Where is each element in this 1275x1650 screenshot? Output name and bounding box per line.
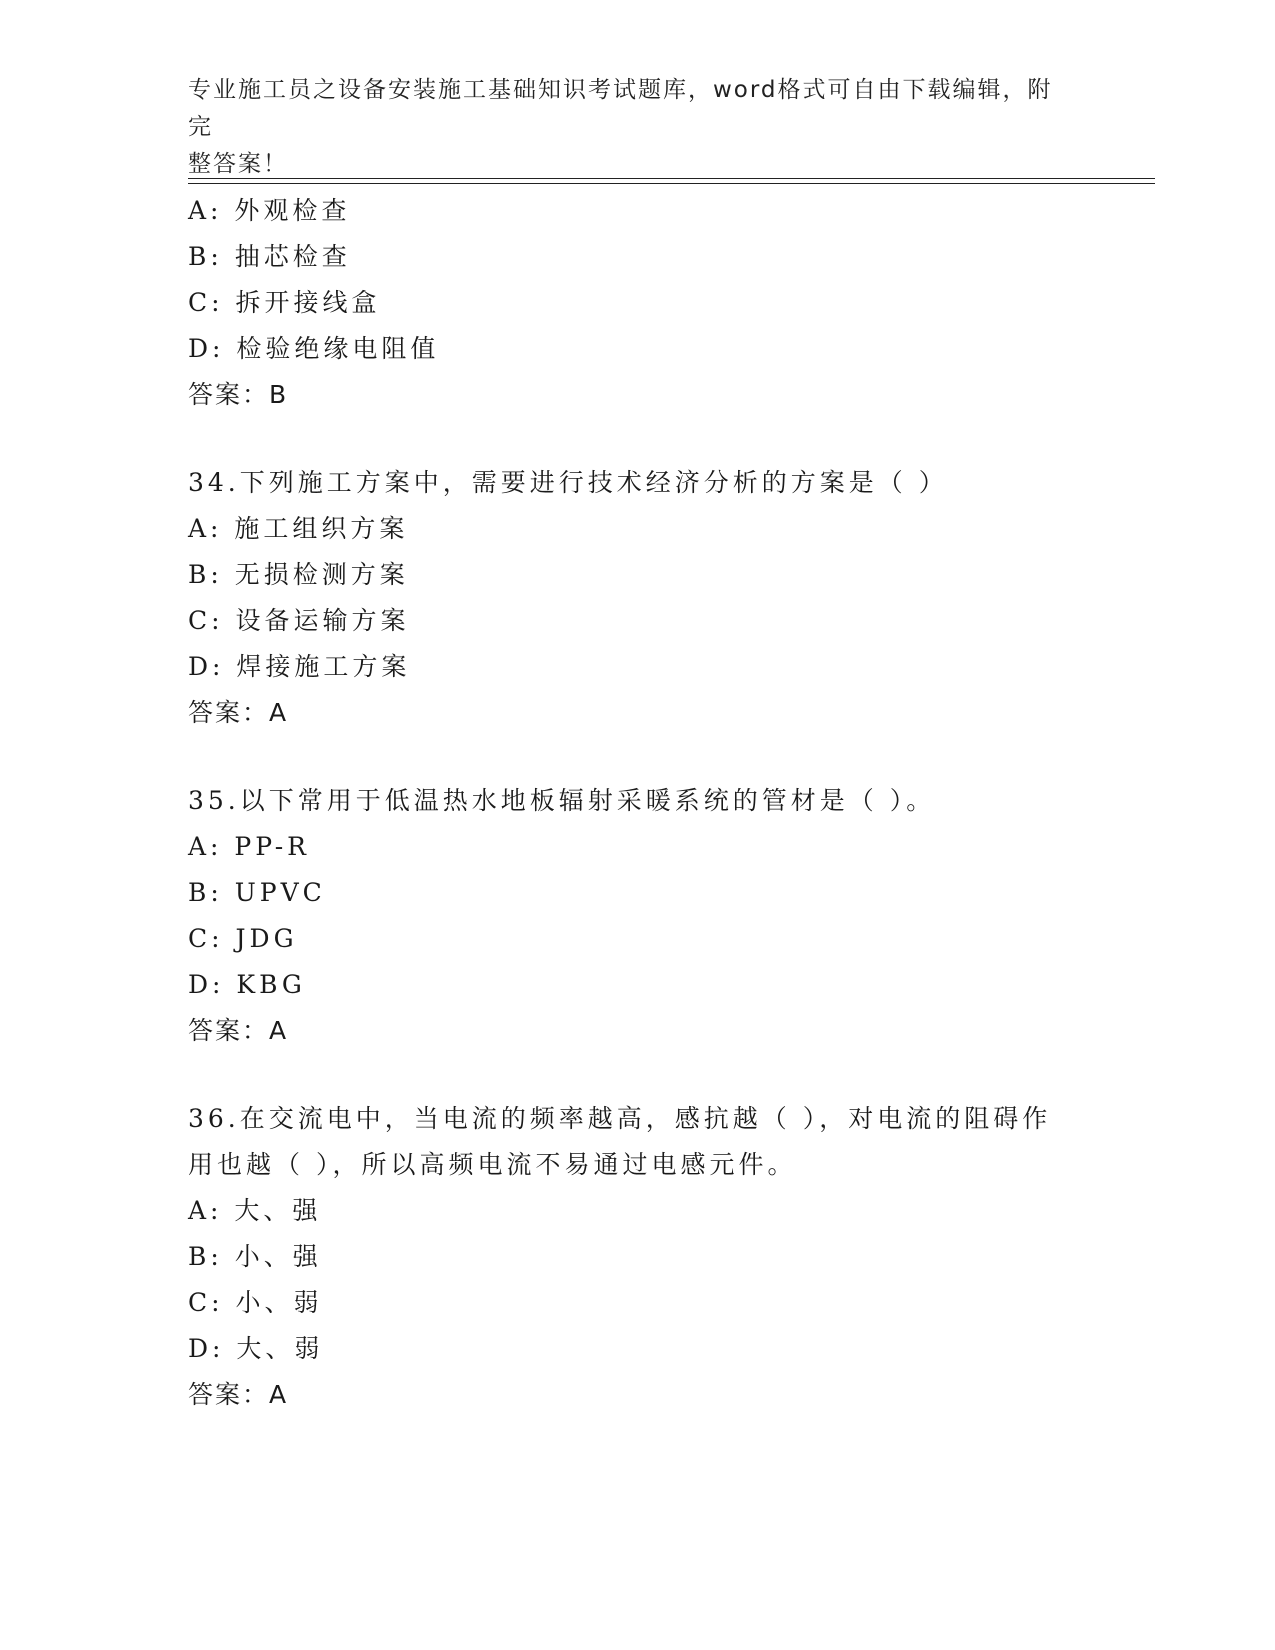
- option-a: A: PP-R: [188, 832, 310, 861]
- question-block: [188, 188, 1148, 418]
- page-header: [188, 72, 1068, 183]
- option-d: D: 焊接施工方案: [188, 652, 411, 681]
- header-divider-top: [188, 178, 1155, 179]
- answer-line: 答案：A: [188, 1380, 289, 1409]
- option-a: A: 外观检查: [188, 196, 351, 225]
- option-a: A: 大、强: [188, 1196, 322, 1225]
- option-a: A: 施工组织方案: [188, 514, 409, 543]
- option-d: D: 检验绝缘电阻值: [188, 334, 440, 363]
- question-text-line-2: 用也越（ ），所以高频电流不易通过电感元件。: [188, 1150, 797, 1179]
- spacer: [188, 1054, 1148, 1096]
- question-text-line-1: 36.在交流电中，当电流的频率越高，感抗越（ ），对电流的阻碍作: [188, 1104, 1052, 1133]
- question-block: [188, 460, 1148, 736]
- answer-line: 答案：A: [188, 698, 289, 727]
- option-c: C: 拆开接线盒: [188, 288, 381, 317]
- header-line-1: 专业施工员之设备安装施工基础知识考试题库，word格式可自由下载编辑，附完: [188, 77, 1053, 140]
- question-text: 35.以下常用于低温热水地板辐射采暖系统的管材是（ ）。: [188, 786, 936, 815]
- option-b: B: 小、强: [188, 1242, 322, 1271]
- spacer: [188, 736, 1148, 778]
- option-b: B: 抽芯检查: [188, 242, 351, 271]
- option-d: D: 大、弱: [188, 1334, 324, 1363]
- question-block: [188, 1096, 1148, 1418]
- answer-line: 答案：B: [188, 380, 289, 409]
- header-divider-bottom: [188, 183, 1155, 184]
- header-line-2: 整答案！: [188, 151, 288, 177]
- spacer: [188, 418, 1148, 460]
- question-list: [188, 188, 1148, 1418]
- option-c: C: 设备运输方案: [188, 606, 410, 635]
- answer-line: 答案：A: [188, 1016, 289, 1045]
- question-block: [188, 778, 1148, 1054]
- question-text: [188, 1096, 1068, 1188]
- option-c: C: 小、弱: [188, 1288, 323, 1317]
- option-c: C: JDG: [188, 924, 298, 953]
- option-b: B: 无损检测方案: [188, 560, 409, 589]
- option-b: B: UPVC: [188, 878, 326, 907]
- question-text: 34.下列施工方案中，需要进行技术经济分析的方案是（ ）: [188, 468, 948, 497]
- option-d: D: KBG: [188, 970, 306, 999]
